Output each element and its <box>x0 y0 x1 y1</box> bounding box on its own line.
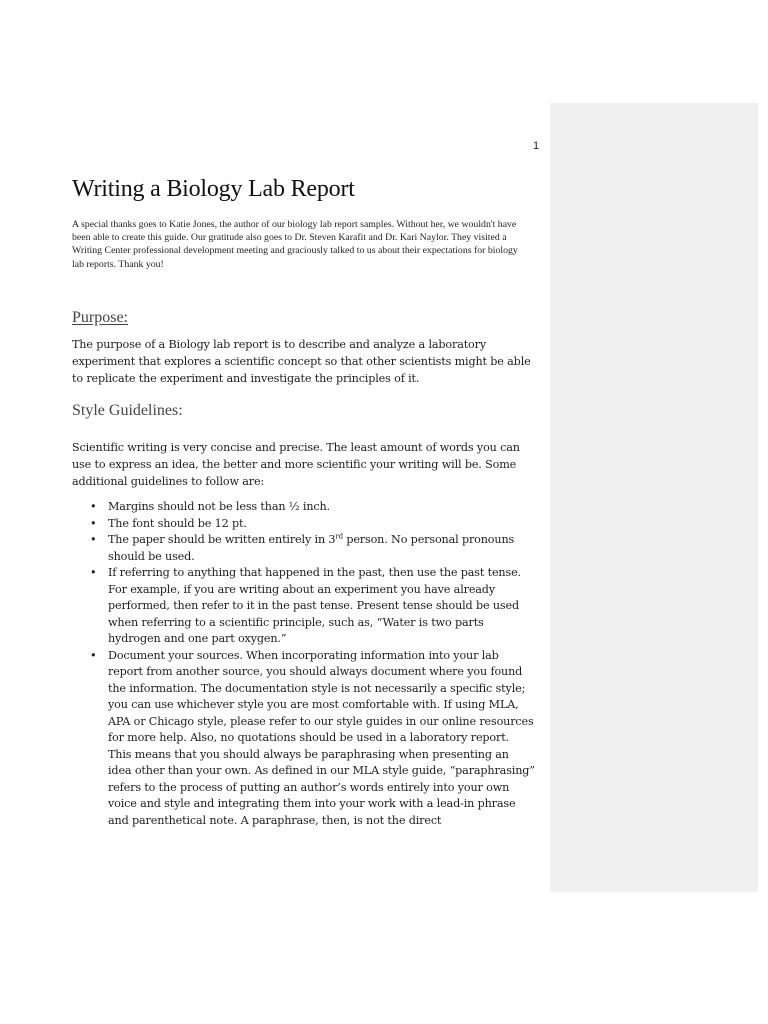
bullet-icon: • <box>90 516 97 530</box>
purpose-paragraph: The purpose of a Biology lab report is to describe and analyze a laboratory experiment that explores a scientific concept so that other scientists might be able to replicate the experiment and investigate the principles of it. <box>72 338 531 385</box>
style-guidelines-heading: Style Guidelines: <box>72 402 183 419</box>
purpose-heading: Purpose: <box>72 309 128 326</box>
list-item-text: The font should be 12 pt. <box>108 516 247 530</box>
list-item <box>90 648 535 830</box>
style-guidelines-intro: Scientific writing is very concise and precise. The least amount of words you can use to express an idea, the better and more scientific your writing will be. Some additional guidelines to follow are: <box>72 441 520 488</box>
list-item-text: Document your sources. When incorporating information into your lab report from another source, you should always document where you found the information. The documentation style is not necessarily a specific style; you can use whichever style you are most comfortable with. If using MLA, APA or Chicago style, please refer to our style guides in our online resources for more help. Also, no quotations should be used in a laboratory report. This means that you should always be paraphrasing when presenting an idea other than your own. As defined in our MLA style guide, “paraphrasing” refers to the process of putting an author’s words entirely into your own voice and style and integrating them into your work with a lead-in phrase and parenthetical note. A paraphrase, then, is not the direct <box>108 648 535 827</box>
comment-pane <box>550 103 758 892</box>
superscript-ordinal: rd <box>335 532 343 541</box>
list-item <box>90 516 535 533</box>
document-title: Writing a Biology Lab Report <box>72 176 355 202</box>
list-item-text-part: person. No personal pronouns should be used. <box>108 533 515 563</box>
list-item <box>90 499 535 516</box>
bullet-icon: • <box>90 500 97 513</box>
list-item-text: If referring to anything that happened in the past, then use the past tense. For example, if you are writing about an experiment you have already performed, then refer to it in the past tense. Present tense should be used when referring to a scientific principle, such as, “Water is two parts hydrogen and one part oxygen.” <box>108 566 521 645</box>
list-item-text-part: The paper should be written entirely in 3 <box>108 533 336 546</box>
bullet-icon: • <box>90 533 97 546</box>
acknowledgement-paragraph: A special thanks goes to Katie Jones, the author of our biology lab report samples. Without her, we wouldn't have been able to create this guide. Our gratitude also goes to Dr. Steven Karafit and Dr. Kari Naylor. They visited a Writing Center professional development meeting and graciously talked to us about their expectations for biology lab reports. Thank you! <box>72 219 518 270</box>
page-number: 1 <box>533 140 540 152</box>
list-item <box>90 532 535 565</box>
bullet-icon: • <box>90 566 97 579</box>
bullet-icon: • <box>90 648 97 662</box>
guidelines-list <box>90 499 535 829</box>
list-item-text: Margins should not be less than ½ inch. <box>108 500 330 513</box>
list-item-text <box>108 533 514 563</box>
list-item <box>90 565 535 648</box>
